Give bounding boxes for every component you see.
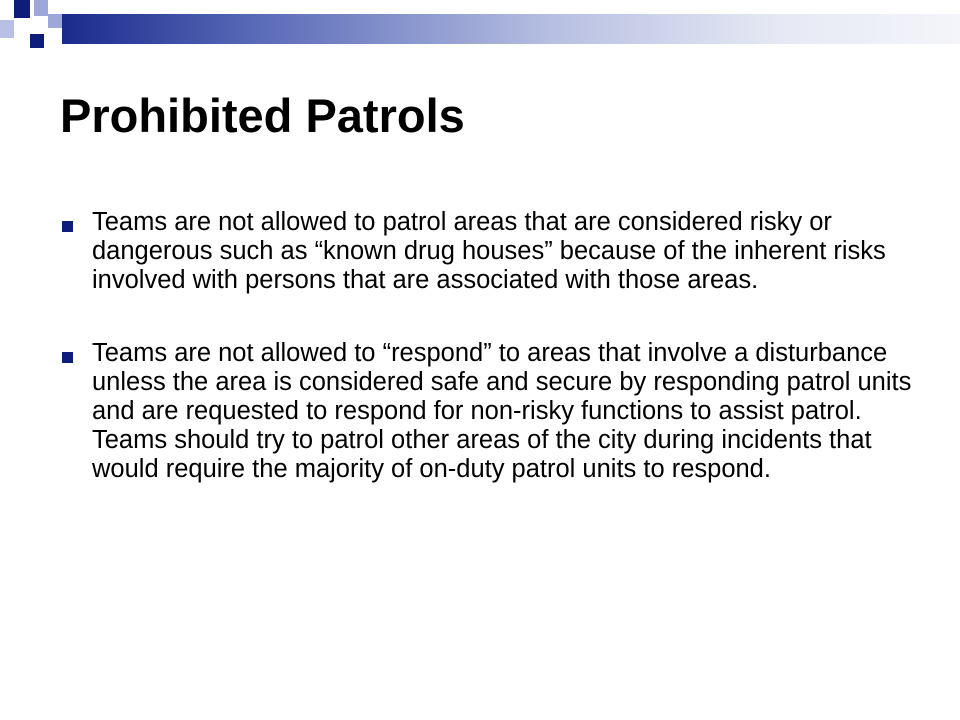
bullet-list — [62, 208, 922, 528]
corner-square-lavender-3 — [48, 14, 62, 28]
corner-square-lavender-2 — [0, 20, 14, 38]
bullet-text: Teams are not allowed to “respond” to areas that involve a disturbance unless the area is considered safe and secure by responding patrol units and are requested to respond for non-risky functions to assist patrol. Teams should try to patrol other areas of the city during incidents that would require the majority of on-duty patrol units to respond. — [92, 339, 912, 483]
header-gradient-band — [62, 14, 960, 44]
corner-square-navy-2 — [30, 34, 44, 48]
bullet-item — [62, 208, 922, 295]
corner-square-lavender-1 — [34, 0, 48, 16]
square-bullet-icon — [62, 352, 73, 363]
corner-square-navy-1 — [14, 0, 30, 18]
bullet-item — [62, 339, 922, 484]
slide-title: Prohibited Patrols — [60, 89, 465, 142]
square-bullet-icon — [62, 221, 73, 232]
bullet-text: Teams are not allowed to patrol areas that are considered risky or dangerous such as “known drug houses” because of the inherent risks involved with persons that are associated with those areas. — [92, 208, 886, 294]
